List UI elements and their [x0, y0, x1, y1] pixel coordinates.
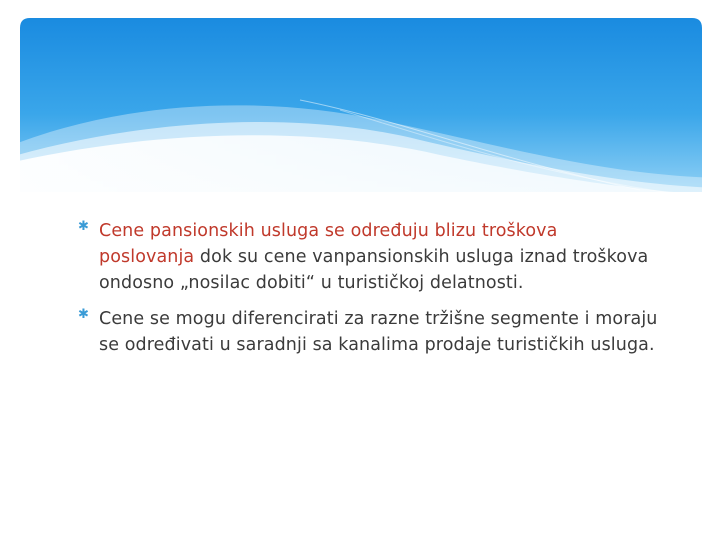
body-text: Cene se mogu diferencirati za razne tržišne segmente i moraju se određivati u saradnji sa kanalima prodaje turističkih usluga.: [99, 309, 658, 355]
bullet-list: [78, 218, 658, 368]
bullet-text-1: [99, 218, 658, 296]
bullet-item-1: [78, 218, 658, 296]
bullet-item-2: [78, 306, 658, 358]
highlighted-text: Cene pansionskih usluga se određuju blizu troškova poslovanja: [99, 221, 558, 267]
bullet-text-2: [99, 306, 658, 358]
asterisk-bullet-icon: ✱: [78, 307, 89, 322]
body-text: dok su cene vanpansionskih usluga iznad troškova ondosno „nosilac dobiti“ u turističkoj delatnosti.: [99, 247, 649, 293]
header-banner: [0, 0, 720, 200]
asterisk-bullet-icon: ✱: [78, 219, 89, 234]
